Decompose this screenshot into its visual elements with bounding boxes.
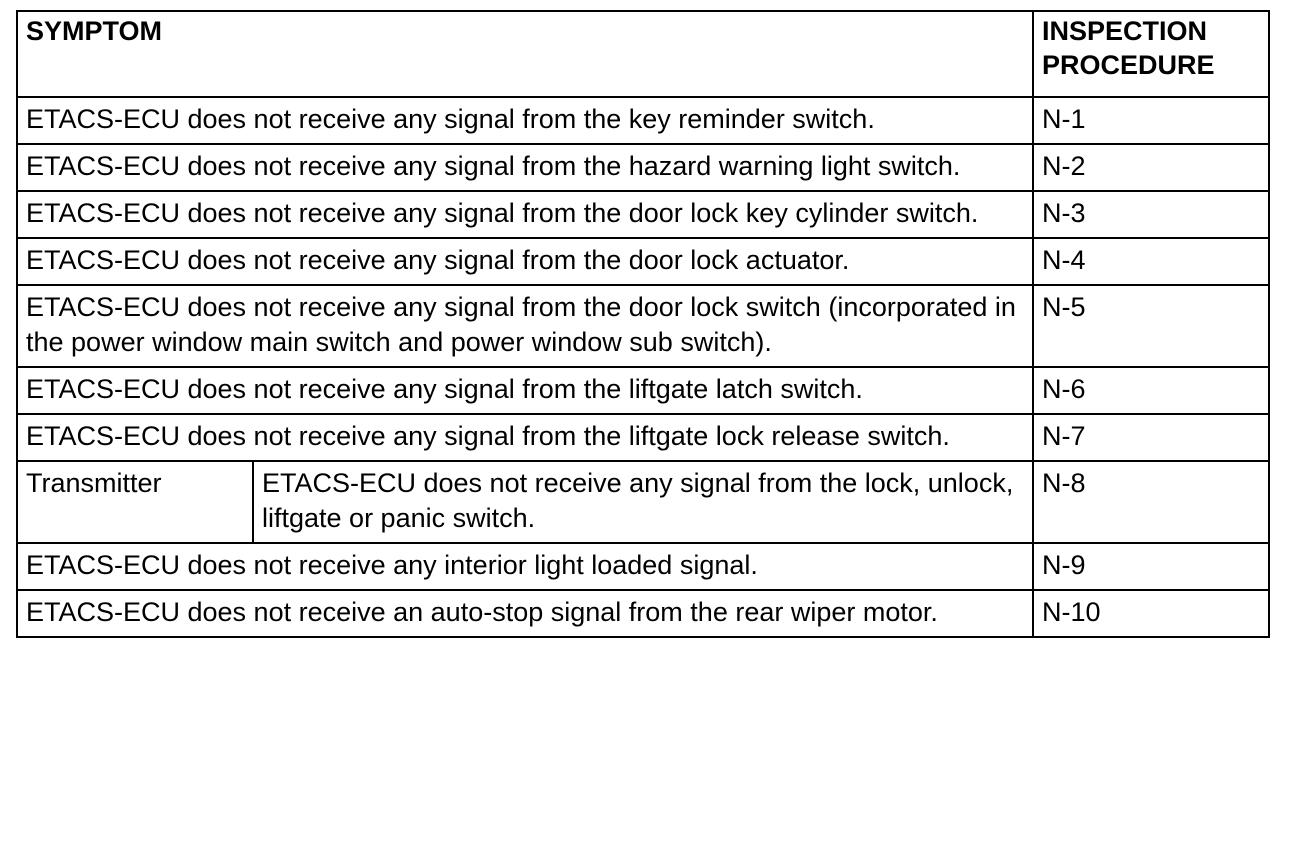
symptom-header: SYMPTOM: [17, 11, 1033, 97]
table-row: [17, 285, 1269, 367]
procedure-cell: N-7: [1033, 414, 1269, 461]
procedure-cell: N-3: [1033, 191, 1269, 238]
symptom-cell: ETACS-ECU does not receive any signal from the door lock key cylinder switch.: [17, 191, 1033, 238]
table-row: [17, 414, 1269, 461]
symptom-cell: ETACS-ECU does not receive any signal from the key reminder switch.: [17, 97, 1033, 144]
inspection-procedure-header: INSPECTION PROCEDURE: [1033, 11, 1269, 97]
category-cell: Transmitter: [17, 461, 253, 543]
table-row: [17, 97, 1269, 144]
table-row: [17, 543, 1269, 590]
table-row: [17, 238, 1269, 285]
procedure-cell: N-1: [1033, 97, 1269, 144]
table-row: [17, 590, 1269, 637]
symptom-cell: ETACS-ECU does not receive an auto-stop signal from the rear wiper motor.: [17, 590, 1033, 637]
symptom-cell: ETACS-ECU does not receive any signal from the hazard warning light switch.: [17, 144, 1033, 191]
procedure-cell: N-9: [1033, 543, 1269, 590]
procedure-cell: N-2: [1033, 144, 1269, 191]
symptom-cell: ETACS-ECU does not receive any signal from the door lock switch (incorporated in the power window main switch and power window sub switch).: [17, 285, 1033, 367]
table-row: [17, 144, 1269, 191]
symptom-cell: ETACS-ECU does not receive any interior light loaded signal.: [17, 543, 1033, 590]
procedure-cell: N-8: [1033, 461, 1269, 543]
symptom-table: [16, 10, 1270, 638]
table-row: [17, 461, 1269, 543]
table-row: [17, 191, 1269, 238]
symptom-cell: ETACS-ECU does not receive any signal from the liftgate latch switch.: [17, 367, 1033, 414]
procedure-cell: N-5: [1033, 285, 1269, 367]
table-row: [17, 367, 1269, 414]
procedure-cell: N-4: [1033, 238, 1269, 285]
symptom-cell: ETACS-ECU does not receive any signal from the lock, unlock, liftgate or panic switch.: [253, 461, 1033, 543]
symptom-cell: ETACS-ECU does not receive any signal from the door lock actuator.: [17, 238, 1033, 285]
symptom-cell: ETACS-ECU does not receive any signal from the liftgate lock release switch.: [17, 414, 1033, 461]
table-header-row: [17, 11, 1269, 97]
procedure-cell: N-6: [1033, 367, 1269, 414]
procedure-cell: N-10: [1033, 590, 1269, 637]
